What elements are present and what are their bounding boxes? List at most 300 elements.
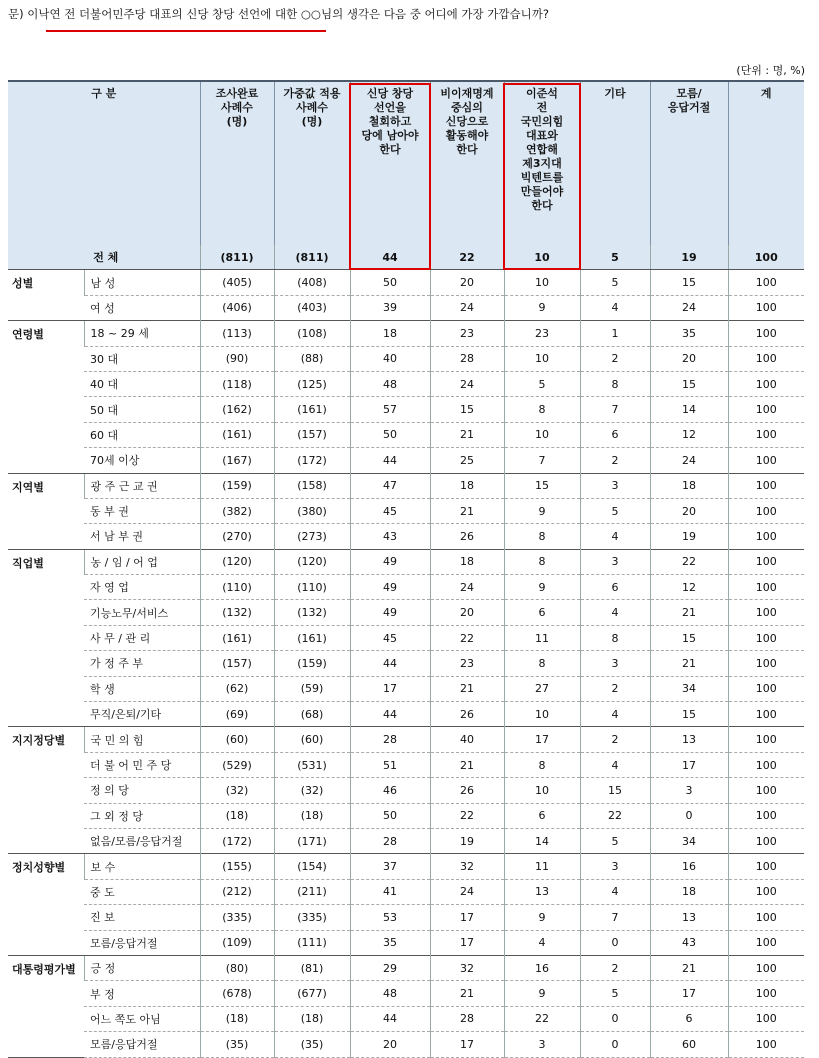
table-cell: 100 <box>728 270 804 295</box>
table-cell: 53 <box>350 905 430 930</box>
table-cell: 28 <box>350 828 430 853</box>
table-cell: (157) <box>274 422 350 447</box>
table-cell: 13 <box>650 727 728 752</box>
table-cell: 15 <box>504 473 580 498</box>
table-cell: 16 <box>650 854 728 879</box>
table-cell: (35) <box>200 1032 274 1057</box>
table-cell: 24 <box>430 575 504 600</box>
table-cell: 5 <box>580 245 650 270</box>
table-row <box>8 346 804 371</box>
table-cell: 8 <box>504 752 580 777</box>
table-cell: 21 <box>650 600 728 625</box>
table-cell: 5 <box>580 828 650 853</box>
table-cell: 44 <box>350 1006 430 1031</box>
table-cell: 22 <box>430 245 504 270</box>
table-cell: 100 <box>728 854 804 879</box>
table-row <box>8 295 804 320</box>
table-cell: 10 <box>504 270 580 295</box>
table-row <box>8 321 804 346</box>
table-row <box>8 702 804 727</box>
table-cell: 2 <box>580 448 650 473</box>
group-label: 대통령평가별 <box>8 955 84 1057</box>
table-cell: 5 <box>580 270 650 295</box>
header-other: 기타 <box>580 81 650 245</box>
table-cell: 46 <box>350 778 430 803</box>
table-cell: 4 <box>580 524 650 549</box>
survey-table <box>8 80 804 1058</box>
table-cell: 10 <box>504 422 580 447</box>
row-label: 자 영 업 <box>84 575 200 600</box>
table-cell: 20 <box>350 1032 430 1057</box>
table-cell: 3 <box>504 1032 580 1057</box>
table-cell: (162) <box>200 397 274 422</box>
table-cell: 100 <box>728 879 804 904</box>
group-label: 지역별 <box>8 473 84 549</box>
table-cell: (18) <box>274 803 350 828</box>
table-cell: (60) <box>274 727 350 752</box>
table-cell: 3 <box>580 854 650 879</box>
table-cell: 100 <box>728 346 804 371</box>
table-cell: 15 <box>580 778 650 803</box>
row-label: 무직/은퇴/기타 <box>84 702 200 727</box>
row-label: 30 대 <box>84 346 200 371</box>
table-cell: 8 <box>504 651 580 676</box>
table-cell: 19 <box>650 245 728 270</box>
table-row <box>8 828 804 853</box>
table-cell: (81) <box>274 955 350 980</box>
row-label: 보 수 <box>84 854 200 879</box>
table-cell: 100 <box>728 498 804 523</box>
table-row <box>8 270 804 295</box>
table-cell: 8 <box>504 397 580 422</box>
table-cell: 100 <box>728 1032 804 1057</box>
table-cell: 21 <box>430 422 504 447</box>
table-row <box>8 955 804 980</box>
table-cell: 15 <box>650 702 728 727</box>
row-label: 여 성 <box>84 295 200 320</box>
row-label: 동 부 권 <box>84 498 200 523</box>
table-cell: (172) <box>200 828 274 853</box>
table-cell: 21 <box>430 752 504 777</box>
table-cell: 49 <box>350 600 430 625</box>
table-cell: 21 <box>650 651 728 676</box>
table-cell: (120) <box>200 549 274 574</box>
table-cell: 44 <box>350 245 430 270</box>
table-cell: (159) <box>274 651 350 676</box>
table-cell: 26 <box>430 524 504 549</box>
row-label: 학 생 <box>84 676 200 701</box>
table-row <box>8 854 804 879</box>
table-cell: 29 <box>350 955 430 980</box>
table-cell: 5 <box>580 498 650 523</box>
table-cell: 2 <box>580 955 650 980</box>
header-option-big-tent: 이준석 전 국민의힘 대표와 연합해 제3지대 빅텐트를 만들어야 한다 <box>504 81 580 245</box>
table-cell: (335) <box>274 905 350 930</box>
table-cell: 20 <box>650 346 728 371</box>
row-label: 남 성 <box>84 270 200 295</box>
table-cell: 100 <box>728 981 804 1006</box>
table-cell: 18 <box>650 879 728 904</box>
row-label: 모름/응답거절 <box>84 1032 200 1057</box>
table-cell: (408) <box>274 270 350 295</box>
row-label: 기능노무/서비스 <box>84 600 200 625</box>
table-cell: 40 <box>350 346 430 371</box>
table-cell: 100 <box>728 727 804 752</box>
table-cell: 50 <box>350 803 430 828</box>
table-cell: 18 <box>430 473 504 498</box>
table-cell: 28 <box>350 727 430 752</box>
table-cell: (113) <box>200 321 274 346</box>
table-cell: 100 <box>728 549 804 574</box>
table-cell: (270) <box>200 524 274 549</box>
table-cell: (120) <box>274 549 350 574</box>
table-cell: 40 <box>430 727 504 752</box>
table-cell: 2 <box>580 727 650 752</box>
table-cell: 15 <box>430 397 504 422</box>
table-cell: 35 <box>650 321 728 346</box>
table-cell: 1 <box>580 321 650 346</box>
table-cell: 3 <box>580 549 650 574</box>
table-cell: (161) <box>274 625 350 650</box>
table-cell: 7 <box>504 448 580 473</box>
table-row <box>8 930 804 955</box>
table-cell: 26 <box>430 702 504 727</box>
table-row <box>8 575 804 600</box>
table-cell: 27 <box>504 676 580 701</box>
table-body <box>8 245 804 1057</box>
row-label: 모름/응답거절 <box>84 930 200 955</box>
question-underline <box>46 30 326 32</box>
table-cell: 20 <box>430 600 504 625</box>
table-cell: 21 <box>430 981 504 1006</box>
table-cell: 100 <box>728 930 804 955</box>
table-row <box>8 422 804 447</box>
table-cell: (132) <box>200 600 274 625</box>
table-cell: 3 <box>650 778 728 803</box>
row-label: 60 대 <box>84 422 200 447</box>
table-cell: (159) <box>200 473 274 498</box>
table-cell: 7 <box>580 397 650 422</box>
table-cell: 34 <box>650 828 728 853</box>
table-row <box>8 803 804 828</box>
table-cell: 100 <box>728 321 804 346</box>
table-cell: 4 <box>504 930 580 955</box>
group-label: 정치성향별 <box>8 854 84 956</box>
unit-label: (단위 : 명, %) <box>736 64 805 77</box>
table-cell: 39 <box>350 295 430 320</box>
table-cell: 100 <box>728 473 804 498</box>
table-cell: 100 <box>728 448 804 473</box>
table-cell: 9 <box>504 575 580 600</box>
table-row <box>8 473 804 498</box>
question-text: 문) 이낙연 전 더불어민주당 대표의 신당 창당 선언에 대한 ○○님의 생각은 다음 중 어디에 가장 가깝습니까? <box>8 7 549 21</box>
table-cell: 8 <box>580 625 650 650</box>
table-cell: (60) <box>200 727 274 752</box>
table-cell: (158) <box>274 473 350 498</box>
table-cell: 9 <box>504 981 580 1006</box>
table-cell: (18) <box>200 1006 274 1031</box>
table-row <box>8 1032 804 1057</box>
table-cell: (109) <box>200 930 274 955</box>
table-cell: (273) <box>274 524 350 549</box>
table-cell: 47 <box>350 473 430 498</box>
header-row <box>8 81 804 245</box>
table-row <box>8 676 804 701</box>
table-cell: 37 <box>350 854 430 879</box>
table-cell: 10 <box>504 346 580 371</box>
table-cell: 100 <box>728 702 804 727</box>
table-cell: (403) <box>274 295 350 320</box>
row-label: 국 민 의 힘 <box>84 727 200 752</box>
table-cell: (69) <box>200 702 274 727</box>
table-cell: 100 <box>728 651 804 676</box>
table-cell: 49 <box>350 549 430 574</box>
table-cell: (18) <box>274 1006 350 1031</box>
table-cell: 100 <box>728 1006 804 1031</box>
table-cell: (157) <box>200 651 274 676</box>
table-cell: 41 <box>350 879 430 904</box>
table-cell: (211) <box>274 879 350 904</box>
table-cell: 24 <box>650 448 728 473</box>
table-cell: 32 <box>430 955 504 980</box>
table-row <box>8 397 804 422</box>
table-cell: 22 <box>504 1006 580 1031</box>
row-label: 18 ~ 29 세 <box>84 321 200 346</box>
table-cell: (171) <box>274 828 350 853</box>
table-cell: 57 <box>350 397 430 422</box>
table-cell: 15 <box>650 270 728 295</box>
table-row <box>8 651 804 676</box>
table-cell: 11 <box>504 625 580 650</box>
table-cell: (90) <box>200 346 274 371</box>
header-sample: 조사완료 사례수 (명) <box>200 81 274 245</box>
table-cell: 15 <box>650 625 728 650</box>
table-cell: 5 <box>580 981 650 1006</box>
table-cell: 43 <box>650 930 728 955</box>
table-cell: 4 <box>580 879 650 904</box>
table-cell: 60 <box>650 1032 728 1057</box>
table-cell: (125) <box>274 371 350 396</box>
row-label: 없음/모름/응답거절 <box>84 828 200 853</box>
table-cell: (212) <box>200 879 274 904</box>
table-cell: (68) <box>274 702 350 727</box>
table-cell: 8 <box>504 549 580 574</box>
table-cell: 35 <box>350 930 430 955</box>
header-total: 계 <box>728 81 804 245</box>
table-cell: 6 <box>650 1006 728 1031</box>
table-cell: (172) <box>274 448 350 473</box>
table-cell: 25 <box>430 448 504 473</box>
table-cell: 14 <box>650 397 728 422</box>
table-cell: (811) <box>274 245 350 270</box>
table-cell: 24 <box>430 371 504 396</box>
table-row <box>8 905 804 930</box>
table-cell: 4 <box>580 702 650 727</box>
table-cell: 0 <box>580 1006 650 1031</box>
table-row <box>8 549 804 574</box>
table-row <box>8 1006 804 1031</box>
table-cell: 9 <box>504 295 580 320</box>
table-cell: 4 <box>580 295 650 320</box>
table-cell: 6 <box>580 575 650 600</box>
table-cell: (161) <box>200 625 274 650</box>
table-cell: 4 <box>580 752 650 777</box>
row-label: 중 도 <box>84 879 200 904</box>
row-label: 사 무 / 관 리 <box>84 625 200 650</box>
table-row <box>8 778 804 803</box>
table-cell: 48 <box>350 371 430 396</box>
table-cell: (154) <box>274 854 350 879</box>
row-label: 광 주 근 교 권 <box>84 473 200 498</box>
table-cell: 5 <box>504 371 580 396</box>
table-cell: 43 <box>350 524 430 549</box>
table-cell: 28 <box>430 346 504 371</box>
row-label: 50 대 <box>84 397 200 422</box>
table-cell: 17 <box>650 752 728 777</box>
group-label: 연령별 <box>8 321 84 473</box>
table-cell: (35) <box>274 1032 350 1057</box>
table-cell: 28 <box>430 1006 504 1031</box>
table-cell: (108) <box>274 321 350 346</box>
table-cell: 100 <box>728 371 804 396</box>
table-cell: (132) <box>274 600 350 625</box>
table-cell: 7 <box>580 905 650 930</box>
table-cell: 23 <box>430 651 504 676</box>
table-cell: 20 <box>650 498 728 523</box>
table-cell: (406) <box>200 295 274 320</box>
table-cell: 14 <box>504 828 580 853</box>
table-cell: 49 <box>350 575 430 600</box>
table-cell: (62) <box>200 676 274 701</box>
table-cell: (110) <box>200 575 274 600</box>
table-cell: 24 <box>430 879 504 904</box>
table-cell: 44 <box>350 702 430 727</box>
row-label: 부 정 <box>84 981 200 1006</box>
table-cell: 17 <box>430 930 504 955</box>
table-cell: (335) <box>200 905 274 930</box>
table-cell: (18) <box>200 803 274 828</box>
table-cell: 18 <box>350 321 430 346</box>
table-cell: 8 <box>504 524 580 549</box>
table-row <box>8 600 804 625</box>
group-label: 지지정당별 <box>8 727 84 854</box>
table-cell: (32) <box>274 778 350 803</box>
table-cell: 17 <box>430 1032 504 1057</box>
table-cell: 19 <box>650 524 728 549</box>
header-option-non-lee: 비이재명계 중심의 신당으로 활동해야 한다 <box>430 81 504 245</box>
table-cell: 6 <box>504 600 580 625</box>
table-cell: 45 <box>350 625 430 650</box>
table-cell: 9 <box>504 498 580 523</box>
table-cell: 19 <box>430 828 504 853</box>
row-label: 농 / 임 / 어 업 <box>84 549 200 574</box>
table-cell: 100 <box>728 955 804 980</box>
table-cell: 13 <box>504 879 580 904</box>
table-cell: 100 <box>728 600 804 625</box>
row-label: 40 대 <box>84 371 200 396</box>
table-cell: (155) <box>200 854 274 879</box>
row-label: 진 보 <box>84 905 200 930</box>
table-cell: 17 <box>350 676 430 701</box>
row-label: 70세 이상 <box>84 448 200 473</box>
header-category: 구 분 <box>8 81 200 245</box>
table-cell: 8 <box>580 371 650 396</box>
table-cell: 0 <box>650 803 728 828</box>
row-label: 가 정 주 부 <box>84 651 200 676</box>
table-cell: 23 <box>504 321 580 346</box>
table-cell: (59) <box>274 676 350 701</box>
table-cell: (161) <box>200 422 274 447</box>
table-cell: 23 <box>430 321 504 346</box>
table-cell: (677) <box>274 981 350 1006</box>
table-cell: 17 <box>504 727 580 752</box>
table-cell: 6 <box>580 422 650 447</box>
table-cell: (111) <box>274 930 350 955</box>
table-cell: 100 <box>728 524 804 549</box>
table-cell: 15 <box>650 371 728 396</box>
table-cell: (405) <box>200 270 274 295</box>
table-row-total <box>8 245 804 270</box>
table-cell: 100 <box>728 778 804 803</box>
table-cell: 17 <box>650 981 728 1006</box>
table-row <box>8 727 804 752</box>
table-cell: 50 <box>350 270 430 295</box>
table-cell: 0 <box>580 930 650 955</box>
table-cell: 12 <box>650 575 728 600</box>
table-cell: 3 <box>580 651 650 676</box>
row-label: 전 체 <box>8 245 200 270</box>
group-label: 성별 <box>8 270 84 321</box>
table-cell: 20 <box>430 270 504 295</box>
table-row <box>8 879 804 904</box>
table-cell: 22 <box>580 803 650 828</box>
table-cell: 2 <box>580 676 650 701</box>
row-label: 정 의 당 <box>84 778 200 803</box>
row-label: 그 외 정 당 <box>84 803 200 828</box>
table-cell: 2 <box>580 346 650 371</box>
table-cell: 100 <box>728 752 804 777</box>
table-cell: 11 <box>504 854 580 879</box>
table-cell: (32) <box>200 778 274 803</box>
table-cell: (531) <box>274 752 350 777</box>
table-cell: 100 <box>728 245 804 270</box>
table-row <box>8 752 804 777</box>
table-cell: 100 <box>728 575 804 600</box>
header-weighted: 가중값 적용 사례수 (명) <box>274 81 350 245</box>
table-row <box>8 498 804 523</box>
table-cell: 21 <box>430 498 504 523</box>
table-cell: 17 <box>430 905 504 930</box>
table-cell: 10 <box>504 245 580 270</box>
table-cell: 10 <box>504 702 580 727</box>
row-label: 서 남 부 권 <box>84 524 200 549</box>
row-label: 긍 정 <box>84 955 200 980</box>
table-row <box>8 524 804 549</box>
table-cell: 21 <box>650 955 728 980</box>
table-cell: (167) <box>200 448 274 473</box>
table-cell: (161) <box>274 397 350 422</box>
table-cell: (380) <box>274 498 350 523</box>
table-cell: 100 <box>728 905 804 930</box>
table-cell: 34 <box>650 676 728 701</box>
table-cell: 45 <box>350 498 430 523</box>
table-cell: 3 <box>580 473 650 498</box>
table-cell: (382) <box>200 498 274 523</box>
table-row <box>8 981 804 1006</box>
table-cell: 44 <box>350 448 430 473</box>
table-cell: 48 <box>350 981 430 1006</box>
row-label: 더 불 어 민 주 당 <box>84 752 200 777</box>
